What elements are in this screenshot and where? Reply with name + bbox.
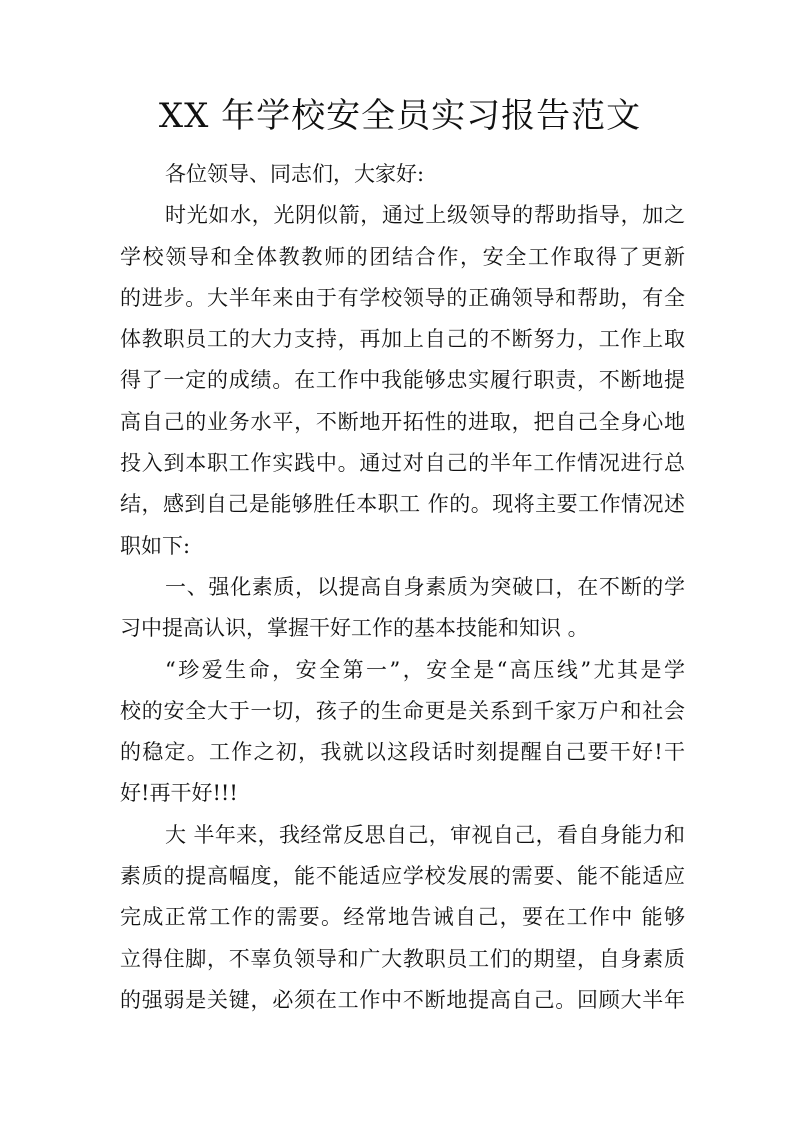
paragraph-line: 素质的提高幅度，能不能适应学校发展的需要、能不能适应 (120, 864, 685, 889)
paragraph-line: 好!再干好!!! (120, 781, 238, 806)
paragraph-line: 时光如水，光阴似箭，通过上级领导的帮助指导，加之 (165, 203, 685, 228)
paragraph-line: 立得住脚，不辜负领导和广大教职员工们的期望，自身素质 (120, 946, 685, 971)
paragraph-line: 的强弱是关键，必须在工作中不断地提高自己。回顾大半年 (120, 987, 685, 1012)
paragraph-line: 大 半年来，我经常反思自己，审视自己，看自身能力和 (165, 822, 685, 847)
paragraph-line: “珍爱生命，安全第一”，安全是“高压线”尤其是学 (165, 657, 685, 682)
paragraph-line: 完成正常工作的需要。经常地告诫自己，要在工作中 能够 (120, 905, 685, 930)
paragraph-line: 得了一定的成绩。在工作中我能够忠实履行职责，不断地提 (120, 368, 685, 393)
document-body (120, 154, 685, 1021)
paragraph-line: 职如下: (120, 533, 191, 558)
paragraph-line: 一、强化素质，以提高自身素质为突破口，在不断的学 (165, 574, 685, 599)
paragraph-line: 结，感到自己是能够胜任本职工 作的。现将主要工作情况述 (120, 492, 685, 517)
paragraph-line: 的进步。大半年来由于有学校领导的正确领导和帮助，有全 (120, 285, 685, 310)
paragraph-line: 体教职员工的大力支持，再加上自己的不断努力，工作上取 (120, 327, 685, 352)
paragraph-line: 的稳定。工作之初，我就以这段话时刻提醒自己要干好!干 (120, 740, 685, 765)
salutation-line: 各位领导、同志们，大家好: (165, 162, 425, 186)
paragraph-line: 习中提高认识，掌握干好工作的基本技能和知识 。 (120, 616, 589, 641)
paragraph-line: 学校领导和全体教教师的团结合作，安全工作取得了更新 (120, 244, 685, 269)
paragraph-line: 校的安全大于一切，孩子的生命更是关系到千家万户和社会 (120, 698, 685, 723)
document-title: XX 年学校安全员实习报告范文 (158, 96, 642, 136)
paragraph-line: 高自己的业务水平，不断地开拓性的进取，把自己全身心地 (120, 409, 685, 434)
paragraph-line: 投入到本职工作实践中。通过对自己的半年工作情况进行总 (120, 451, 685, 476)
